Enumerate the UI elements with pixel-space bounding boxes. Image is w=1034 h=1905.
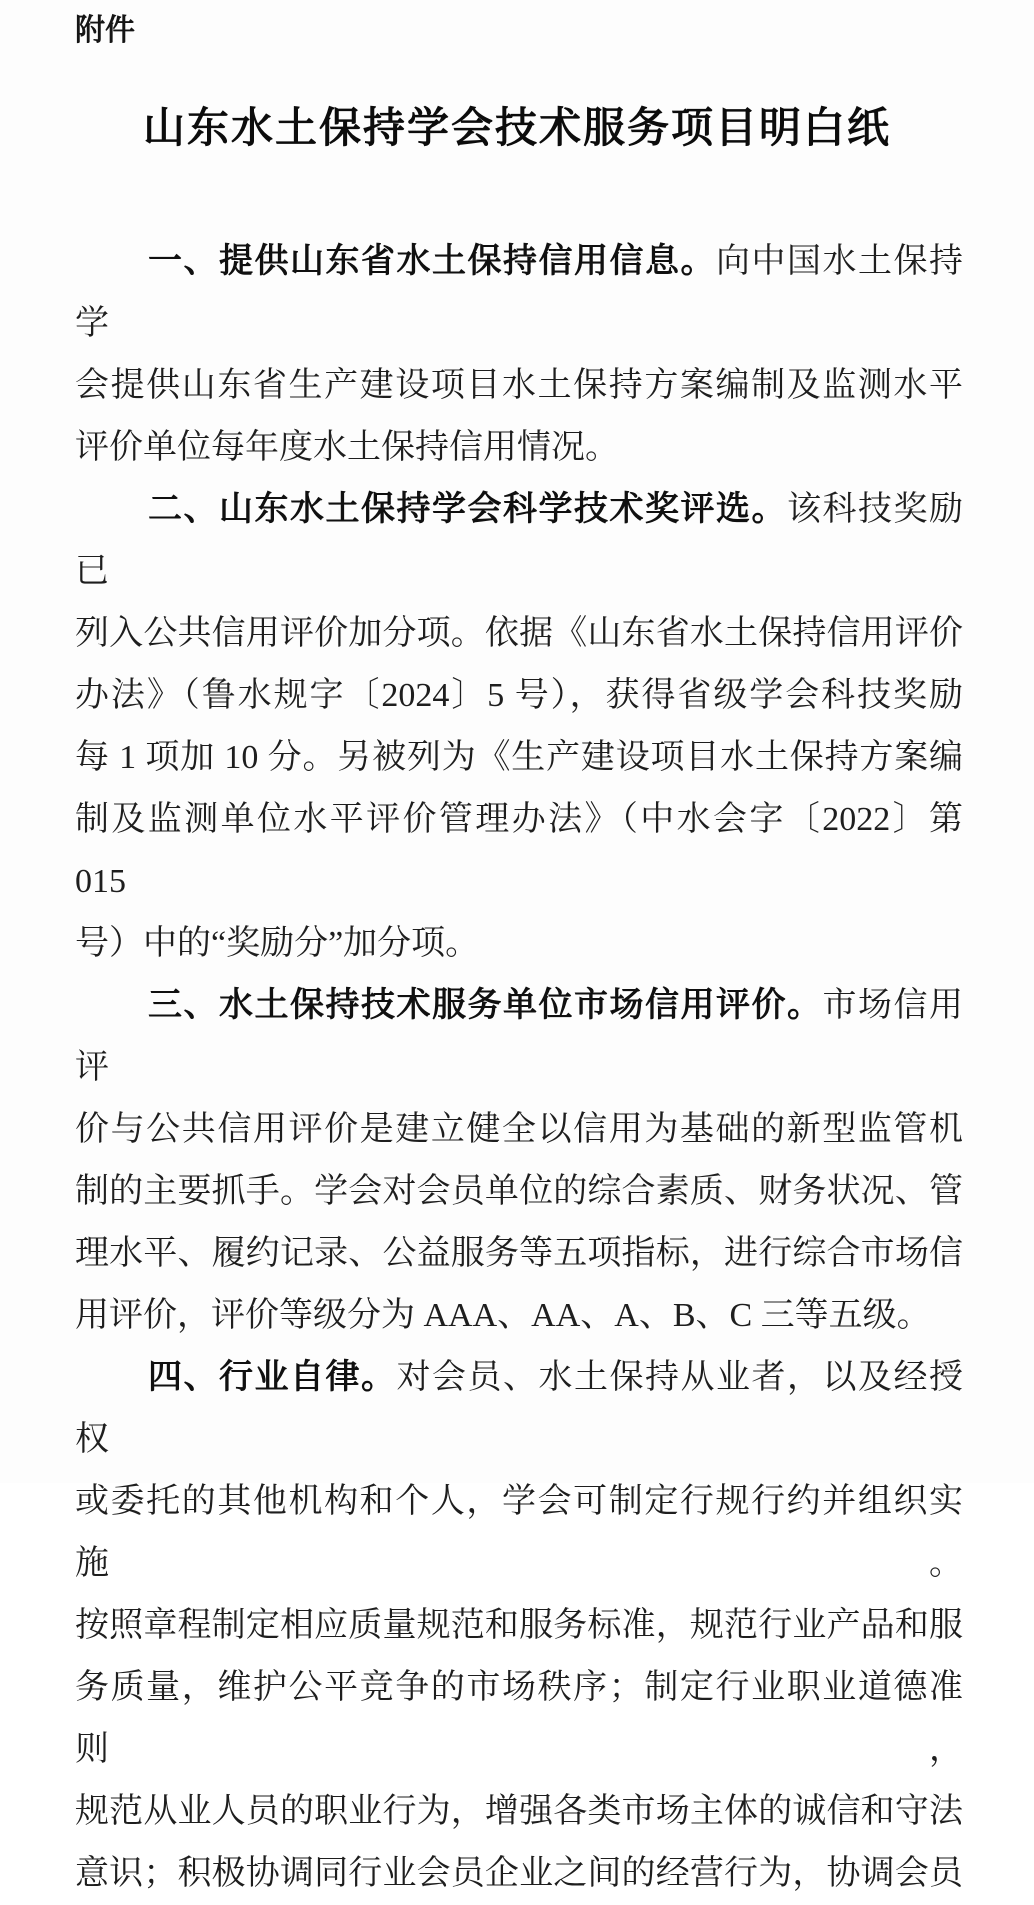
paragraph-1-line-1	[75, 231, 963, 355]
paragraph-2-line-5: 制及监测单位水平评价管理办法》（中水会字〔2022〕第 015	[75, 801, 963, 900]
paragraph-3-line-2: 价与公共信用评价是建立健全以信用为基础的新型监管机	[75, 1111, 963, 1148]
paragraph-3-line-1-text: 市场信用评	[75, 987, 963, 1086]
paragraph-4-line-6: 意识；积极协调同行业会员企业之间的经营行为，协调会员	[75, 1855, 963, 1892]
paragraph-2-line-1	[75, 479, 963, 603]
attachment-label: 附件	[75, 14, 135, 47]
paragraph-1	[75, 231, 963, 479]
paragraph-4-line-2: 或委托的其他机构和个人，学会可制定行规行约并组织实施。	[75, 1483, 963, 1582]
paragraph-4-line-5: 规范从业人员的职业行为，增强各类市场主体的诚信和守法	[75, 1793, 963, 1830]
paragraph-4-line-4: 务质量，维护公平竞争的市场秩序；制定行业职业道德准则，	[75, 1669, 963, 1768]
paragraph-2-line-1-text: 该科技奖励已	[75, 491, 963, 590]
paragraph-3-line-3: 制的主要抓手。学会对会员单位的综合素质、财务状况、管	[75, 1173, 963, 1210]
paragraph-2	[75, 479, 963, 975]
paragraph-1-lead: 一、提供山东省水土保持信用信息。	[148, 243, 716, 280]
paragraph-2-line-4: 每 1 项加 10 分。另被列为《生产建设项目水土保持方案编	[75, 739, 963, 776]
paragraph-3-line-1	[75, 975, 963, 1099]
paragraph-3	[75, 975, 963, 1347]
paragraph-3-lead: 三、水土保持技术服务单位市场信用评价。	[148, 987, 823, 1024]
paragraph-1-line-2: 会提供山东省生产建设项目水土保持方案编制及监测水平	[75, 367, 963, 404]
paragraph-1-line-3: 评价单位每年度水土保持信用情况。	[75, 429, 619, 466]
paragraph-3-line-5: 用评价，评价等级分为 AAA、AA、A、B、C 三等五级。	[75, 1297, 931, 1334]
document-title: 山东水土保持学会技术服务项目明白纸	[142, 106, 891, 152]
paragraph-4-line-1-text: 对会员、水土保持从业者，以及经授权	[75, 1359, 963, 1458]
paragraph-2-lead: 二、山东水土保持学会科学技术奖评选。	[148, 491, 787, 528]
paragraph-2-line-2: 列入公共信用评价加分项。依据《山东省水土保持信用评价	[75, 615, 963, 652]
paragraph-4-line-1	[75, 1347, 963, 1471]
paragraph-4	[75, 1347, 963, 1905]
document-body	[75, 231, 963, 1905]
paragraph-1-line-1-text: 向中国水土保持学	[75, 243, 963, 342]
paragraph-2-line-3: 办法》（鲁水规字〔2024〕5 号），获得省级学会科技奖励	[75, 677, 963, 714]
paragraph-2-line-6: 号）中的“奖励分”加分项。	[75, 925, 480, 962]
paragraph-4-line-3: 按照章程制定相应质量规范和服务标准，规范行业产品和服	[75, 1607, 963, 1644]
paragraph-4-lead: 四、行业自律。	[148, 1359, 397, 1396]
paragraph-3-line-4: 理水平、履约记录、公益服务等五项指标，进行综合市场信	[75, 1235, 963, 1272]
